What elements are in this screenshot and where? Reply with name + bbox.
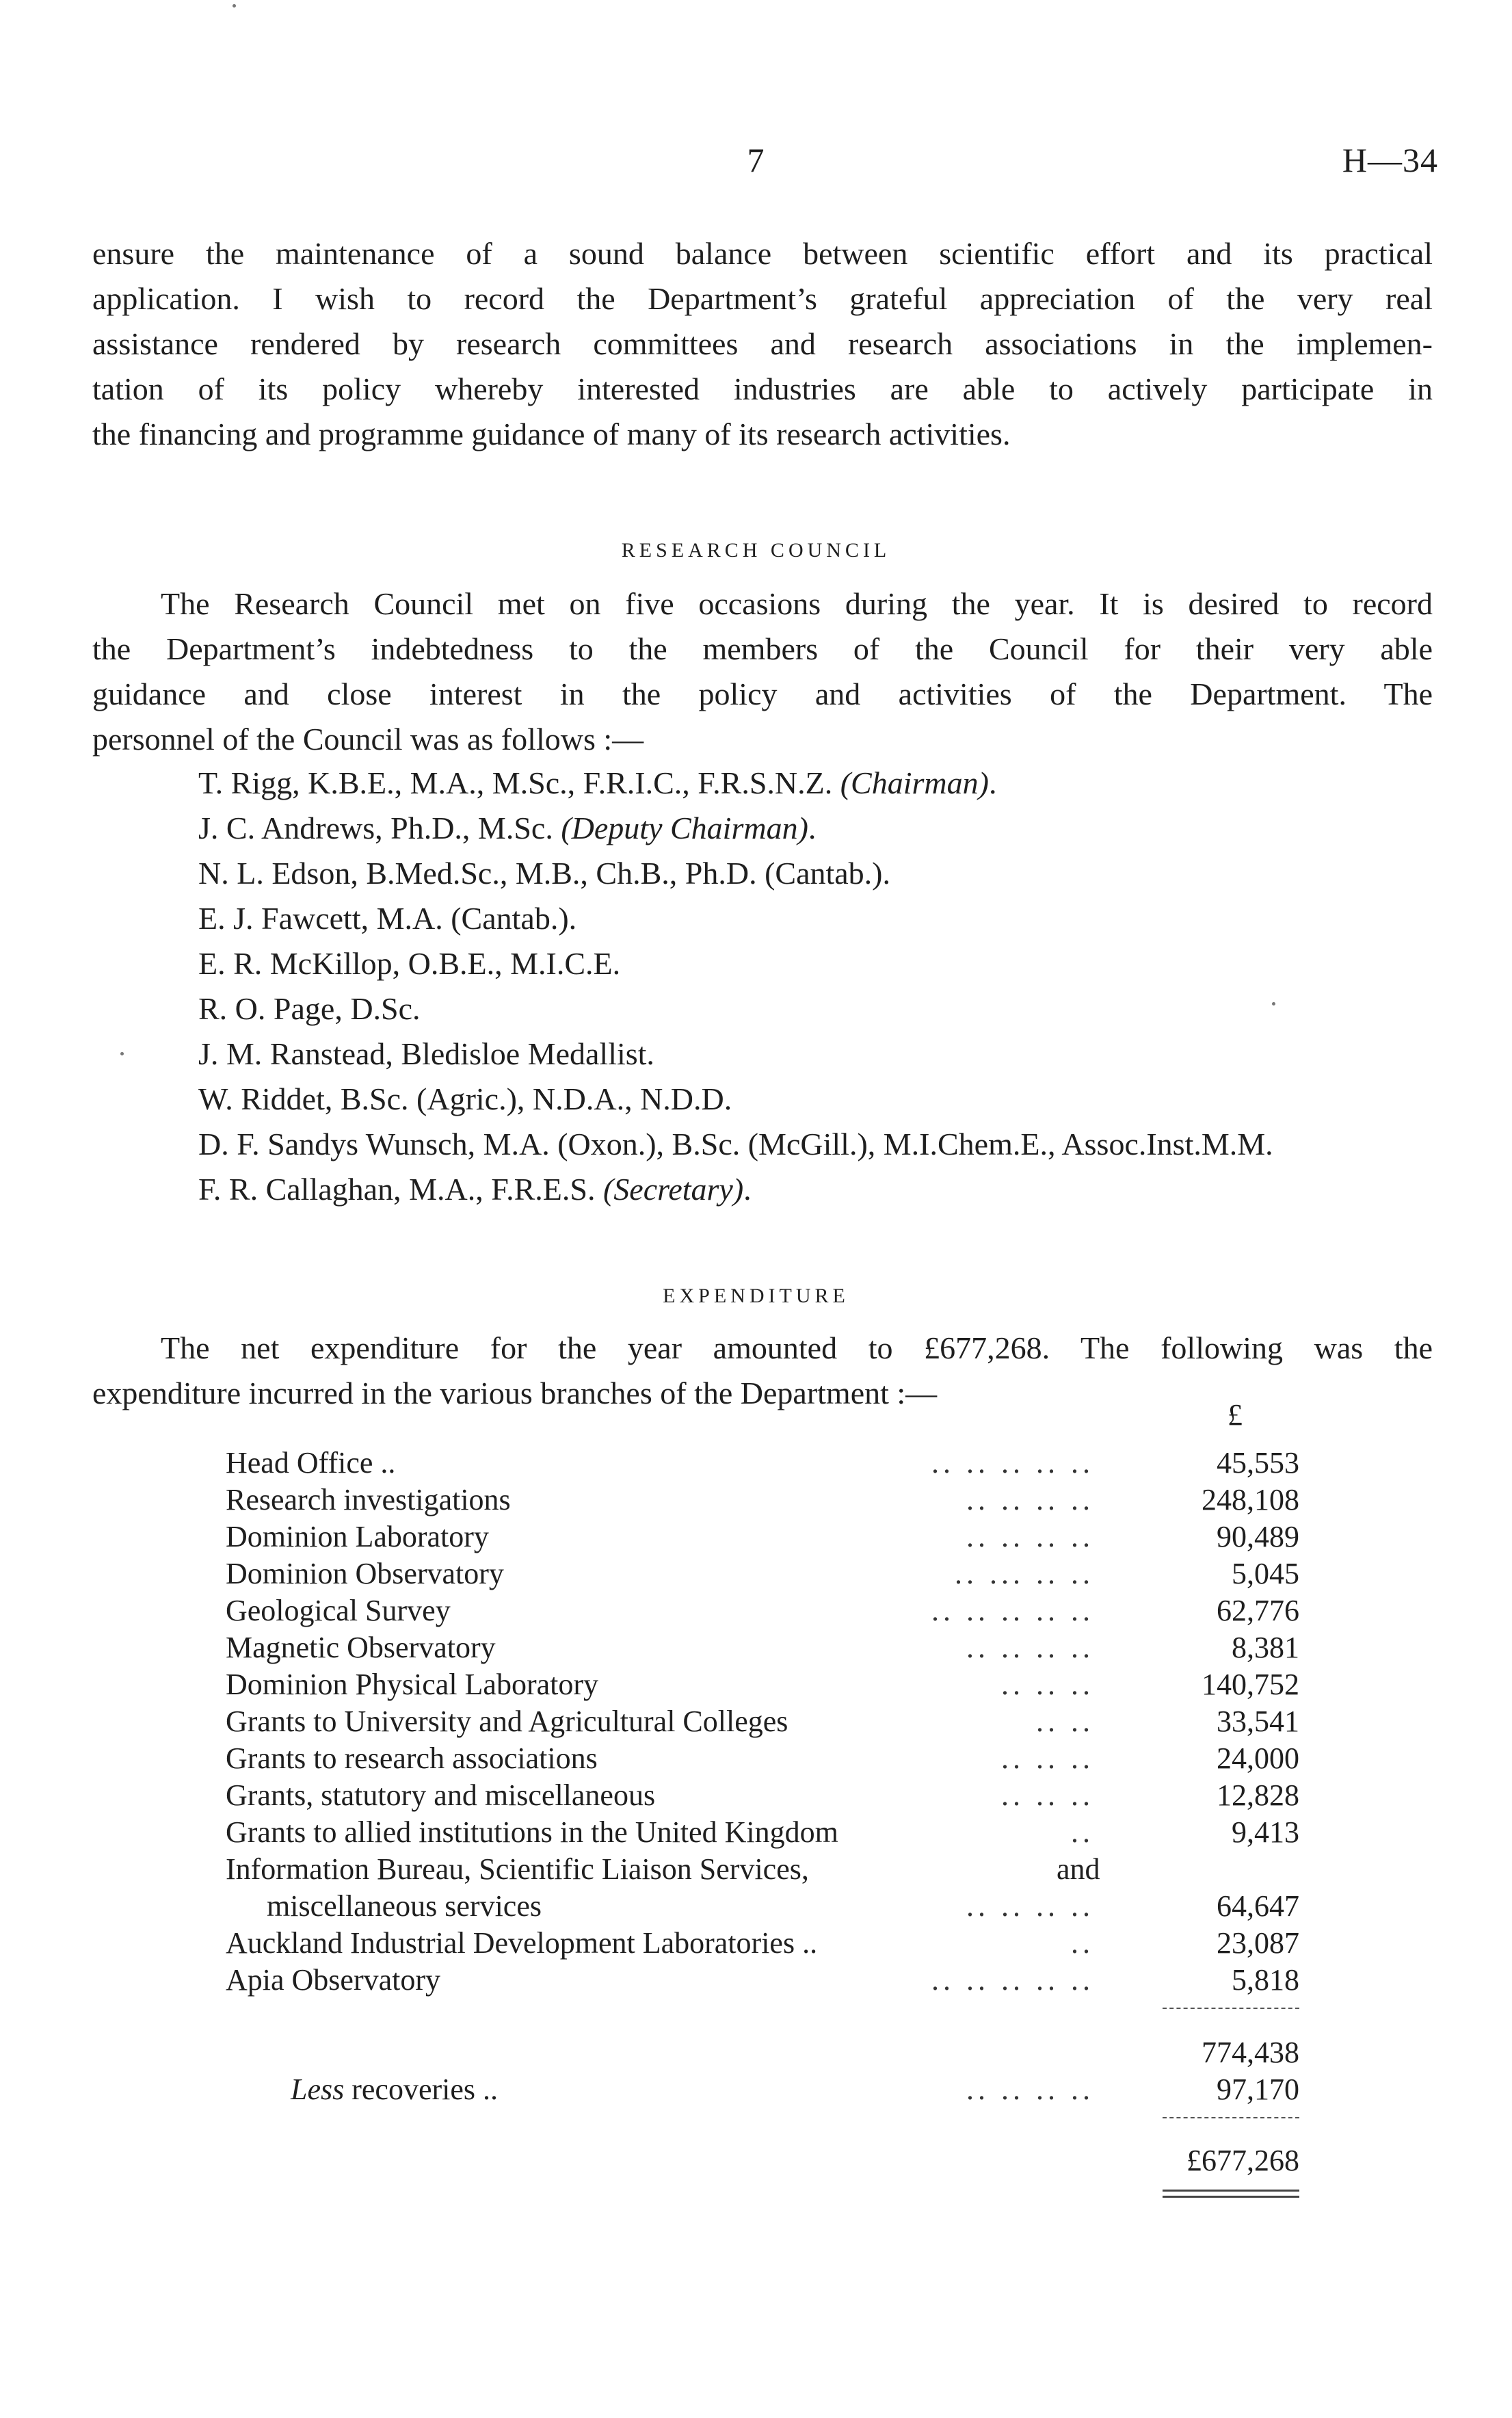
table-row — [226, 1445, 1299, 1482]
row-label: Less recoveries .. — [291, 2073, 499, 2106]
intro-paragraph — [92, 231, 1433, 457]
expenditure-line: The net expenditure for the year amounted to £677,268. The following was the — [161, 1330, 1433, 1365]
row-amount: 248,108 — [1202, 1483, 1299, 1516]
row-label: Research investigations — [226, 1483, 511, 1516]
leader-dots: .. — [1071, 1815, 1094, 1849]
intro-line: the financing and programme guidance of many of its research activities. — [92, 417, 1011, 451]
row-label: Information Bureau, Scientific Liaison Services, — [226, 1852, 809, 1886]
net-total-row — [226, 2143, 1299, 2180]
total-rule — [1163, 2117, 1299, 2118]
row-label: Geological Survey — [226, 1594, 451, 1627]
row-amount: 140,752 — [1202, 1668, 1299, 1701]
row-amount: 90,489 — [1217, 1520, 1299, 1553]
council-line: The Research Council met on five occasions during the year. It is desired to record — [161, 586, 1433, 621]
row-amount: 5,818 — [1232, 1963, 1299, 1997]
intro-line: assistance rendered by research committees and research associations in the implemen- — [92, 326, 1433, 361]
row-label: miscellaneous services — [267, 1889, 542, 1923]
row-label: Auckland Industrial Development Laboratories .. — [226, 1926, 818, 1960]
expenditure-heading: EXPENDITURE — [663, 1285, 849, 1307]
row-label: Grants to University and Agricultural Colleges — [226, 1705, 788, 1738]
table-row — [226, 1962, 1299, 1999]
council-member: D. F. Sandys Wunsch, M.A. (Oxon.), B.Sc. (McGill.), M.I.Chem.E., Assoc.Inst.M.M. — [198, 1127, 1273, 1161]
table-row — [226, 1815, 1299, 1852]
research-council-paragraph — [92, 581, 1433, 762]
council-member: E. R. McKillop, O.B.E., M.I.C.E. — [198, 946, 621, 981]
row-label: Apia Observatory — [226, 1963, 441, 1997]
table-row — [226, 1630, 1299, 1667]
council-member: W. Riddet, B.Sc. (Agric.), N.D.A., N.D.D. — [198, 1081, 732, 1116]
table-row — [226, 1852, 1299, 1889]
double-underline-rule — [1163, 2190, 1299, 2192]
row-amount: 97,170 — [1217, 2073, 1299, 2106]
table-row — [226, 1593, 1299, 1630]
leader-dots: .. .. .. — [1001, 1668, 1094, 1701]
intro-line: application. I wish to record the Department’s grateful appreciation of the very real — [92, 281, 1433, 316]
scan-speck — [1272, 1002, 1275, 1006]
research-council-heading: RESEARCH COUNCIL — [621, 539, 891, 562]
subtotal-amount: 774,438 — [1202, 2036, 1299, 2069]
council-member: J. C. Andrews, Ph.D., M.Sc. (Deputy Chairman). — [198, 811, 817, 845]
council-line: the Department’s indebtedness to the members of the Council for their very able — [92, 631, 1433, 666]
row-amount: 8,381 — [1232, 1631, 1299, 1664]
row-label: Grants, statutory and miscellaneous — [226, 1778, 656, 1812]
leader-dots: .. .. .. — [1001, 1778, 1094, 1812]
row-amount: 62,776 — [1217, 1594, 1299, 1627]
row-label: Magnetic Observatory — [226, 1631, 496, 1664]
leader-dots: .. .. .. .. — [966, 1483, 1094, 1516]
row-amount: 24,000 — [1217, 1742, 1299, 1775]
leader-dots: .. .. .. .. .. — [931, 1446, 1094, 1480]
leader-dots: .. — [1071, 1926, 1094, 1960]
leader-dots: .. .. .. .. — [966, 2073, 1094, 2106]
table-row — [226, 1889, 1299, 1926]
row-label: Grants to research associations — [226, 1742, 598, 1775]
council-member: T. Rigg, K.B.E., M.A., M.Sc., F.R.I.C., F.R.S.N.Z. (Chairman). — [198, 765, 997, 800]
row-label-and: and — [1057, 1852, 1100, 1886]
leader-dots: .. .. .. .. .. — [931, 1594, 1094, 1627]
council-member: E. J. Fawcett, M.A. (Cantab.). — [198, 901, 577, 936]
row-amount: 64,647 — [1217, 1889, 1299, 1923]
row-amount: 33,541 — [1217, 1705, 1299, 1738]
council-member: J. M. Ranstead, Bledisloe Medallist. — [198, 1036, 654, 1071]
table-row — [226, 1778, 1299, 1815]
scan-speck — [120, 1052, 124, 1055]
leader-dots: .. .. .. .. — [966, 1520, 1094, 1553]
row-amount: 9,413 — [1232, 1815, 1299, 1849]
subtotal-rule — [1163, 2008, 1299, 2009]
table-row — [226, 1926, 1299, 1962]
row-label: Dominion Physical Laboratory — [226, 1668, 599, 1701]
currency-symbol: £ — [1228, 1398, 1243, 1432]
row-amount: 5,045 — [1232, 1557, 1299, 1590]
less-recoveries-row — [226, 2072, 1299, 2109]
leader-dots: .. .. .. .. .. — [931, 1963, 1094, 1997]
row-amount: 45,553 — [1217, 1446, 1299, 1480]
council-member: R. O. Page, D.Sc. — [198, 991, 421, 1026]
table-row — [226, 1667, 1299, 1704]
leader-dots: .. .. — [1036, 1705, 1094, 1738]
leader-dots: .. ... .. .. — [955, 1557, 1094, 1590]
row-label: Dominion Observatory — [226, 1557, 504, 1590]
leader-dots: .. .. .. .. — [966, 1631, 1094, 1664]
intro-line: ensure the maintenance of a sound balance between scientific effort and its practical — [92, 236, 1433, 271]
page-number: 7 — [747, 141, 765, 179]
scan-speck — [233, 4, 236, 8]
leader-dots: .. .. .. .. — [966, 1889, 1094, 1923]
row-amount: 12,828 — [1217, 1778, 1299, 1812]
table-row — [226, 1482, 1299, 1519]
table-row — [226, 1741, 1299, 1778]
intro-line: tation of its policy whereby interested industries are able to actively participate in — [92, 371, 1433, 406]
row-label: Head Office .. — [226, 1446, 396, 1480]
table-row — [226, 1556, 1299, 1593]
leader-dots: .. .. .. — [1001, 1742, 1094, 1775]
page-code: H—34 — [1342, 141, 1438, 179]
council-member: N. L. Edson, B.Med.Sc., M.B., Ch.B., Ph.D. (Cantab.). — [198, 856, 890, 891]
table-row — [226, 1704, 1299, 1741]
council-line: guidance and close interest in the policy and activities of the Department. The — [92, 676, 1433, 711]
council-members-list — [198, 761, 1273, 1212]
council-line: personnel of the Council was as follows :— — [92, 722, 644, 757]
subtotal-row — [226, 2035, 1299, 2072]
row-label: Dominion Laboratory — [226, 1520, 489, 1553]
expenditure-line: expenditure incurred in the various branches of the Department :— — [92, 1376, 938, 1410]
table-row — [226, 1519, 1299, 1556]
row-label: Grants to allied institutions in the United Kingdom — [226, 1815, 838, 1849]
row-amount: 23,087 — [1217, 1926, 1299, 1960]
net-total-amount: £677,268 — [1186, 2144, 1299, 2177]
council-member: F. R. Callaghan, M.A., F.R.E.S. (Secretary). — [198, 1172, 752, 1207]
